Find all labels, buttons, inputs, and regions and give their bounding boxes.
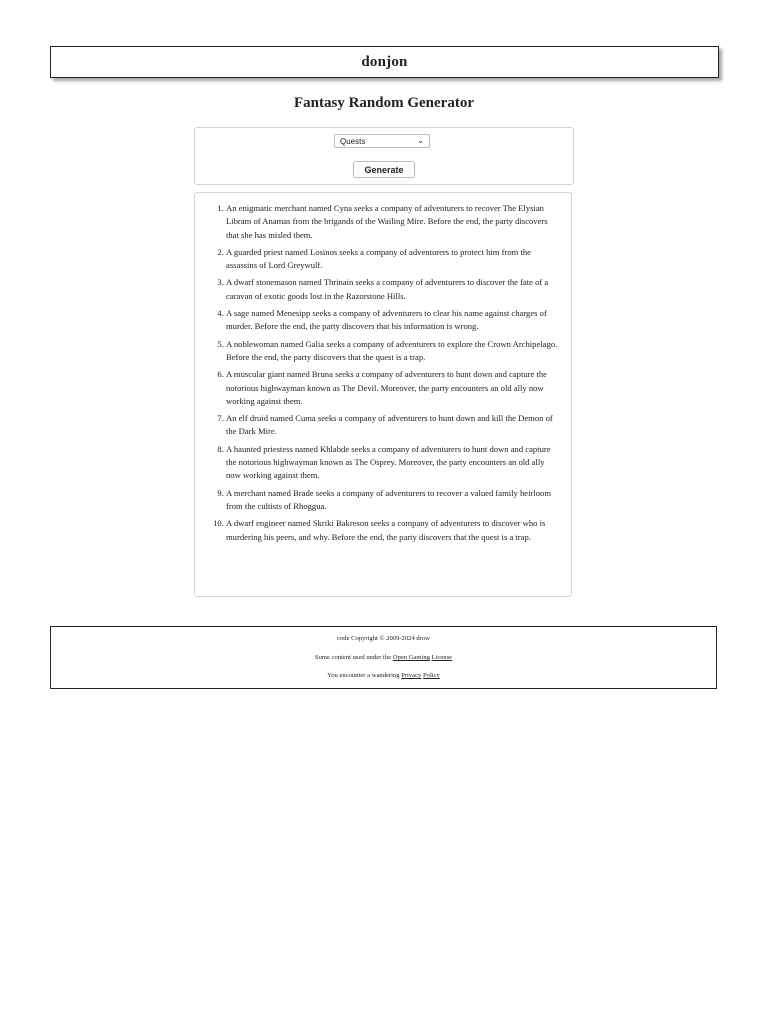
site-footer xyxy=(50,626,717,689)
generator-select-value: Quests xyxy=(340,136,366,146)
privacy-notice xyxy=(51,672,716,679)
generator-controls xyxy=(194,127,574,185)
license-link[interactable]: License xyxy=(431,654,453,661)
page-title: Fantasy Random Generator xyxy=(294,95,474,111)
quest-item: 2. A guarded priest named Losinos seeks a company of adventurers to protect him from the assassins of Lord Greywulf. xyxy=(226,246,559,273)
quest-item: 8. A haunted priestess named Khlabde seeks a company of adventurers to hunt down and capture the notorious highwayman known as The Osprey. Moreover, the party encounters an old ally now working against them. xyxy=(226,443,559,483)
copyright-text: code Copyright © 2009-2024 drow xyxy=(337,635,430,642)
ogl-notice xyxy=(51,654,716,661)
quest-item: 1. An enigmatic merchant named Cyna seeks a company of adventurers to recover The Elysian Libram of Anamas from the brigands of the Wailing Mire. Before the end, the party discovers that she has misled them. xyxy=(226,202,559,242)
generator-select[interactable] xyxy=(334,134,430,148)
generate-button[interactable]: Generate xyxy=(353,161,415,178)
quest-results xyxy=(194,192,572,597)
quest-item: 9. A merchant named Brade seeks a company of adventurers to recover a valued family heirloom from the cultists of Rhoggua. xyxy=(226,487,559,514)
site-header xyxy=(50,46,719,78)
chevron-down-icon: ⌄ xyxy=(417,136,424,145)
policy-link[interactable]: Policy xyxy=(423,672,440,679)
quest-item: 5. A noblewoman named Galia seeks a company of adventurers to explore the Crown Archipelago. Before the end, the party discovers that the quest is a trap. xyxy=(226,338,559,365)
ogl-prefix: Some content used under the xyxy=(314,654,393,661)
quest-item: 7. An elf druid named Cuma seeks a company of adventurers to hunt down and kill the Demon of the Dark Mire. xyxy=(226,412,559,439)
open-gaming-link[interactable]: Open Gaming xyxy=(392,654,430,661)
privacy-prefix: You encounter a wandering xyxy=(327,672,402,679)
quest-item: 4. A sage named Menesipp seeks a company of adventurers to clear his name against charges of murder. Before the end, the party discovers that his information is wrong. xyxy=(226,307,559,334)
privacy-link[interactable]: Privacy xyxy=(401,672,422,679)
quest-item: 3. A dwarf stonemason named Thrinain seeks a company of adventurers to discover the fate of a caravan of exotic goods lost in the Razorstone Hills. xyxy=(226,276,559,303)
quest-list xyxy=(195,193,571,544)
site-title-link[interactable]: donjon xyxy=(361,53,408,70)
quest-item: 6. A muscular giant named Bruna seeks a company of adventurers to hunt down and capture the notorious highwayman known as The Devil. Moreover, the party encounters an old ally now working against them. xyxy=(226,368,559,408)
quest-item: 10. A dwarf engineer named Skriki Bakreson seeks a company of adventurers to discover who is murdering his peers, and why. Before the end, the party discovers that the quest is a trap. xyxy=(226,517,559,544)
